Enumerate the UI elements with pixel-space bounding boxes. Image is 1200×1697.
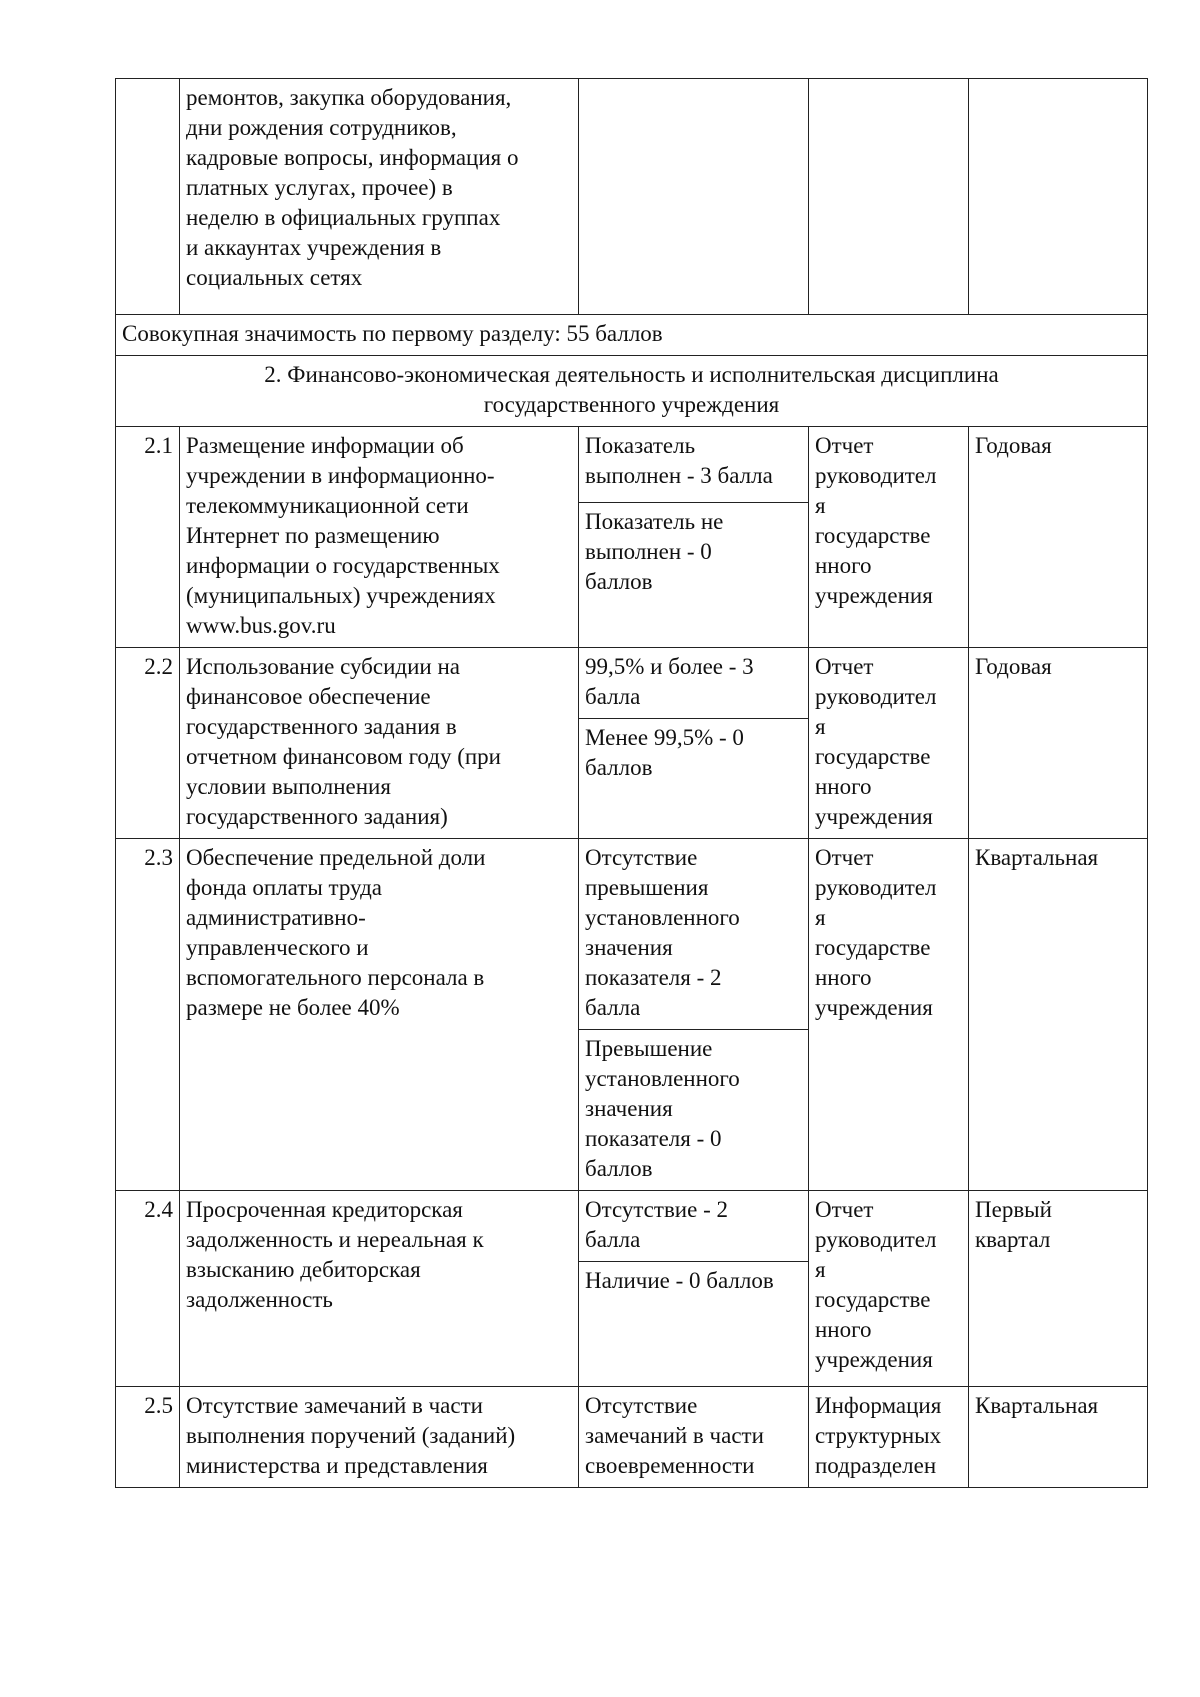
criteria-cell xyxy=(579,648,809,719)
period-cell xyxy=(969,648,1148,839)
text-line: 99,5% и более - 3 xyxy=(585,654,754,679)
text-line: учреждения xyxy=(815,804,933,829)
text-line: установленного xyxy=(585,1066,740,1091)
indicator-cell xyxy=(180,1387,579,1488)
text-line: (муниципальных) учреждениях xyxy=(186,583,496,608)
text-line: квартал xyxy=(975,1227,1051,1252)
text-line: Показатель xyxy=(585,433,696,458)
indicator-cell xyxy=(180,839,579,1191)
text-line: я xyxy=(815,493,826,518)
text-line: Интернет по размещению xyxy=(186,523,440,548)
row-number: 2.3 xyxy=(116,839,180,1191)
report-cell xyxy=(809,839,969,1191)
text-line: Просроченная кредиторская xyxy=(186,1197,463,1222)
period-cell xyxy=(969,427,1148,648)
indicator-cell xyxy=(180,79,579,315)
criteria-cell xyxy=(579,719,809,839)
text-line: отчетном финансовом году (при xyxy=(186,744,501,769)
criteria-cell xyxy=(579,1191,809,1262)
table-row xyxy=(116,648,1148,719)
text-line: нного xyxy=(815,1317,872,1342)
text-line: превышения xyxy=(585,875,709,900)
text-line: Превышение xyxy=(585,1036,713,1061)
indicator-cell xyxy=(180,648,579,839)
text-line: нного xyxy=(815,553,872,578)
report-cell xyxy=(809,1387,969,1488)
text-line: я xyxy=(815,714,826,739)
report-cell xyxy=(809,1191,969,1387)
text-line: телекоммуникационной сети xyxy=(186,493,469,518)
text-line: Размещение информации об xyxy=(186,433,464,458)
text-line: размере не более 40% xyxy=(186,995,400,1020)
text-line: подразделен xyxy=(815,1453,937,1478)
text-line: взысканию дебиторская xyxy=(186,1257,421,1282)
report-cell xyxy=(809,648,969,839)
text-line: показателя - 0 xyxy=(585,1126,722,1151)
text-line: структурных xyxy=(815,1423,942,1448)
text-line: учреждения xyxy=(815,995,933,1020)
text-line: Первый xyxy=(975,1197,1052,1222)
criteria-cell xyxy=(579,1262,809,1387)
text-line: Менее 99,5% - 0 xyxy=(585,725,744,750)
text-line: задолженность и нереальная к xyxy=(186,1227,484,1252)
text-line: руководител xyxy=(815,684,937,709)
text-line: выполнен - 0 xyxy=(585,539,712,564)
text-line: фонда оплаты труда xyxy=(186,875,383,900)
text-line: Отсутствие xyxy=(585,845,698,870)
period-cell xyxy=(969,839,1148,1191)
text-line: и аккаунтах учреждения в xyxy=(186,235,442,260)
table-row xyxy=(116,1387,1148,1488)
text-line: Отчет xyxy=(815,845,874,870)
text-line: баллов xyxy=(585,1156,653,1181)
text-line: дни рождения сотрудников, xyxy=(186,115,457,140)
text-line: Годовая xyxy=(975,433,1052,458)
text-line: установленного xyxy=(585,905,740,930)
text-line: социальных сетях xyxy=(186,265,363,290)
text-line: Квартальная xyxy=(975,845,1099,870)
text-line: Обеспечение предельной доли xyxy=(186,845,486,870)
criteria-cell xyxy=(579,79,809,315)
indicator-cell xyxy=(180,427,579,648)
text-line: руководител xyxy=(815,463,937,488)
text-line: учреждении в информационно- xyxy=(186,463,495,488)
text-line: условии выполнения xyxy=(186,774,391,799)
period-cell xyxy=(969,1191,1148,1387)
text-line: Отчет xyxy=(815,1197,874,1222)
text-line: административно- xyxy=(186,905,366,930)
text-line: государстве xyxy=(815,744,931,769)
text-line: государстве xyxy=(815,1287,931,1312)
text-line: Использование субсидии на xyxy=(186,654,460,679)
text-line: я xyxy=(815,905,826,930)
text-line: учреждения xyxy=(815,583,933,608)
table-row xyxy=(116,427,1148,503)
text-line: Квартальная xyxy=(975,1393,1099,1418)
text-line: балла xyxy=(585,684,641,709)
text-line: Отсутствие - 2 xyxy=(585,1197,728,1222)
text-line: выполнен - 3 балла xyxy=(585,463,773,488)
text-line: кадровые вопросы, информация о xyxy=(186,145,519,170)
text-line: Отсутствие xyxy=(585,1393,698,1418)
criteria-cell xyxy=(579,1387,809,1488)
criteria-cell xyxy=(579,1030,809,1191)
text-line: балла xyxy=(585,995,641,1020)
table-row xyxy=(116,839,1148,1030)
text-line: я xyxy=(815,1257,826,1282)
text-line: государстве xyxy=(815,523,931,548)
row-number: 2.4 xyxy=(116,1191,180,1387)
text-line: значения xyxy=(585,935,673,960)
text-line: нного xyxy=(815,965,872,990)
text-line: Отчет xyxy=(815,433,874,458)
text-line: управленческого и xyxy=(186,935,369,960)
text-line: Отсутствие замечаний в части xyxy=(186,1393,483,1418)
text-line: Отчет xyxy=(815,654,874,679)
text-line: нного xyxy=(815,774,872,799)
text-line: вспомогательного персонала в xyxy=(186,965,485,990)
table-row xyxy=(116,1191,1148,1262)
table-row-continuation xyxy=(116,79,1148,315)
section-header-row xyxy=(116,356,1148,427)
text-line: www.bus.gov.ru xyxy=(186,613,336,638)
text-line: ремонтов, закупка оборудования, xyxy=(186,85,512,110)
text-line: министерства и представления xyxy=(186,1453,488,1478)
period-cell xyxy=(969,79,1148,315)
section-total-row xyxy=(116,315,1148,356)
section-header-line: государственного учреждения xyxy=(483,392,780,417)
row-number-cell xyxy=(116,79,180,315)
text-line: Наличие - 0 баллов xyxy=(585,1268,774,1293)
text-line: показателя - 2 xyxy=(585,965,722,990)
indicator-cell xyxy=(180,1191,579,1387)
text-line: выполнения поручений (заданий) xyxy=(186,1423,516,1448)
text-line: государственного задания) xyxy=(186,804,448,829)
criteria-cell xyxy=(579,503,809,648)
row-number: 2.5 xyxy=(116,1387,180,1488)
text-line: руководител xyxy=(815,875,937,900)
text-line: Годовая xyxy=(975,654,1052,679)
report-cell xyxy=(809,427,969,648)
text-line: задолженность xyxy=(186,1287,333,1312)
text-line: государственного задания в xyxy=(186,714,457,739)
text-line: учреждения xyxy=(815,1347,933,1372)
text-line: баллов xyxy=(585,755,653,780)
text-line: неделю в официальных группах xyxy=(186,205,501,230)
text-line: финансовое обеспечение xyxy=(186,684,431,709)
text-line: платных услугах, прочее) в xyxy=(186,175,453,200)
text-line: руководител xyxy=(815,1227,937,1252)
text-line: своевременности xyxy=(585,1453,755,1478)
text-line: государстве xyxy=(815,935,931,960)
section-header xyxy=(116,356,1148,427)
row-number: 2.2 xyxy=(116,648,180,839)
text-line: значения xyxy=(585,1096,673,1121)
section-header-line: 2. Финансово-экономическая деятельность и исполнительская дисциплина xyxy=(264,362,999,387)
criteria-table xyxy=(115,78,1148,1488)
criteria-cell xyxy=(579,839,809,1030)
text-line: балла xyxy=(585,1227,641,1252)
text-line: замечаний в части xyxy=(585,1423,764,1448)
text-line: информации о государственных xyxy=(186,553,500,578)
text-line: Информация xyxy=(815,1393,942,1418)
row-number: 2.1 xyxy=(116,427,180,648)
period-cell xyxy=(969,1387,1148,1488)
report-cell xyxy=(809,79,969,315)
text-line: баллов xyxy=(585,569,653,594)
criteria-cell xyxy=(579,427,809,503)
section-total: Совокупная значимость по первому разделу: 55 баллов xyxy=(116,315,1148,356)
text-line: Показатель не xyxy=(585,509,724,534)
